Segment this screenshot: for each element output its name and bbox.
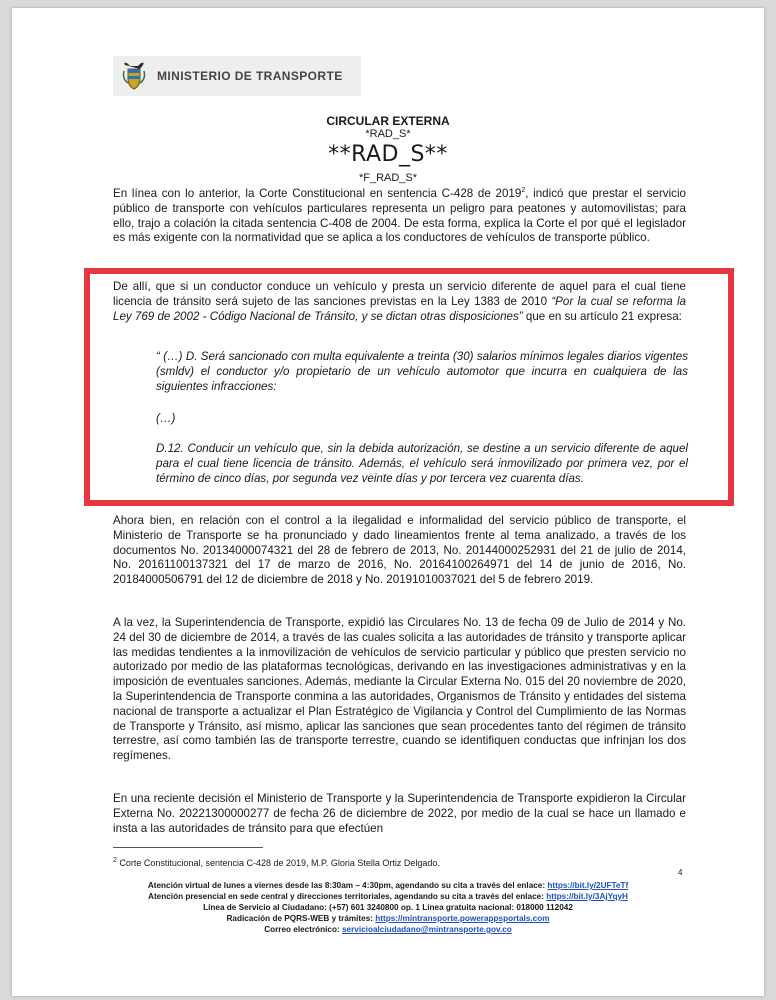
footnote-divider — [113, 847, 263, 848]
footer-line-virtual — [72, 880, 704, 891]
footer-text: Correo electrónico: — [264, 925, 342, 934]
document-page — [12, 8, 764, 996]
ministry-logo — [113, 56, 361, 96]
footer-text: Atención presencial en sede central y direcciones territoriales, agendando su cita a través del enlace: — [148, 892, 547, 901]
paragraph-superintendencia: A la vez, la Superintendencia de Transporte, expidió las Circulares No. 13 de fecha 09 de Julio de 2014 y No. 24 del 30 de diciembre de 2014, a través de las cuales solicita a las autoridades de tránsito y transporte aplicar las medidas tendientes a la inmovilización de vehículos de servicio particular y público que presten servicio no autorizado por medio de las plataformas tecnológicas, derivando en las investigaciones administrativas y en la imposición de eventuales sanciones. Además, mediante la Circular Externa No. 015 del 20 noviembre de 2020, la Superintendencia de Transporte conmina a las autoridades, Organismos de Tránsito y entidades del sistema nacional de transporte a actualizar el Plan Estratégico de Vigilancia y Control del Cumplimiento de las Normas de Transporte y Tránsito, así mismo, aplicar las sanciones que sean procedentes tanto del régimen de tránsito terrestre, así como también las de transporte terrestre, cuando se identifiquen conductas que infrinjan los dos regímenes. — [113, 616, 686, 763]
footer-line-phone: Línea de Servicio al Ciudadano: (+57) 601 3240800 op. 1 Línea gratuita nacional: 018000 112042 — [203, 903, 573, 912]
rad-placeholder-large: **RAD_S** — [328, 142, 448, 167]
email-link[interactable]: servicioalciudadano@mintransporte.gov.co — [342, 925, 512, 934]
paragraph-corte-constitucional — [113, 187, 686, 246]
footer-line-presencial — [72, 891, 704, 902]
footnote-text: Corte Constitucional, sentencia C-428 de 2019, M.P. Gloria Stella Ortiz Delgado. — [116, 858, 440, 868]
rad-placeholder-small: *RAD_S* — [365, 128, 411, 140]
paragraph-text: De allí, que si un conductor conduce un vehículo y presta un servicio diferente de aquel para el cual tiene licencia de tránsito será sujeto de las sanciones previstas en la Ley 1383 de 2010 — [113, 280, 686, 308]
footnote — [113, 858, 440, 868]
quote-d12: D.12. Conducir un vehículo que, sin la debida autorización, se destine a un servicio diferente de aquel para el cual tiene licencia de tránsito. Además, el vehículo será inmovilizado por primera vez, por el término de cinco días, por segunda vez veinte días y por tercera vez cuarenta días. — [156, 442, 688, 485]
law-title-italic: “Por la cual se reforma la Ley 769 de 2002 - Código Nacional de Tránsito, y se dictan otras disposiciones” — [113, 294, 686, 323]
quote-ellipsis: (…) — [156, 412, 176, 425]
footer-line-email — [72, 924, 704, 935]
paragraph-text: que en su artículo 21 expresa: — [522, 309, 682, 323]
paragraph-circular-externa: En una reciente decisión el Ministerio de Transporte y la Superintendencia de Transporte expidieron la Circular Externa No. 20221300000277 de fecha 26 de diciembre de 2022, por medio de la cual se hace un llamado e insta a las autoridades de tránsito para que efectúen — [113, 792, 686, 835]
quote-sanction: “ (…) D. Será sancionado con multa equivalente a treinta (30) salarios mínimos legales diarios vigentes (smldv) el conductor y/o propietario de un vehículo automotor que incurra en cualquiera de las siguientes infracciones: — [156, 350, 688, 393]
rad-date-placeholder: *F_RAD_S* — [358, 172, 418, 184]
contact-footer — [72, 880, 704, 935]
virtual-appointment-link[interactable]: https://bit.ly/2UFTeTf — [547, 881, 629, 890]
footer-line-pqrs — [72, 913, 704, 924]
footer-text: Atención virtual de lunes a viernes desde las 8:30am – 4:30pm, agendando su cita a través del enlace: — [147, 881, 548, 890]
presential-appointment-link[interactable]: https://bit.ly/3AjYqyH — [546, 892, 628, 901]
footer-text: Radicación de PQRS-WEB y trámites: — [226, 914, 376, 923]
colombia-coat-of-arms-icon — [121, 61, 147, 91]
red-highlight-box — [84, 268, 734, 506]
page-number: 4 — [678, 868, 683, 877]
footnote-reference: 2 — [521, 187, 526, 195]
paragraph-ministerio-lineamientos: Ahora bien, en relación con el control a la ilegalidad e informalidad del servicio público de transporte, el Ministerio de Transporte se ha pronunciado y dado lineamientos frente al tema analizado, a través de los documentos No. 20134000074321 del 28 de febrero de 2013, No. 20144000252931 del 21 de julio de 2014, No. 20161100137321 del 17 de marzo de 2016, No. 20164100264971 del 14 de junio de 2016, No. 20184000506791 del 12 de diciembre de 2018 y No. 20191010037021 del 5 de febrero 2019. — [113, 514, 686, 587]
paragraph-text: En línea con lo anterior, la Corte Constitucional en sentencia C-428 de 2019 — [113, 187, 522, 200]
document-title: CIRCULAR EXTERNA — [326, 114, 450, 128]
ministry-name: MINISTERIO DE TRANSPORTE — [157, 69, 343, 83]
paragraph-text: , indicó que prestar el servicio público de transporte con vehículos particulares representa un peligro para peatones y automovilistas; para ello, trajo a colación la citada sentencia C-408 de 2004. De esta forma, explica la Corte el por qué el legislador es más exigente con la normatividad que se aplica a los conductores de vehículos de transporte público. — [113, 187, 686, 245]
pqrs-portal-link[interactable]: https://mintransporte.powerappsportals.com — [375, 914, 550, 923]
footnote-number: 2 — [113, 857, 117, 864]
